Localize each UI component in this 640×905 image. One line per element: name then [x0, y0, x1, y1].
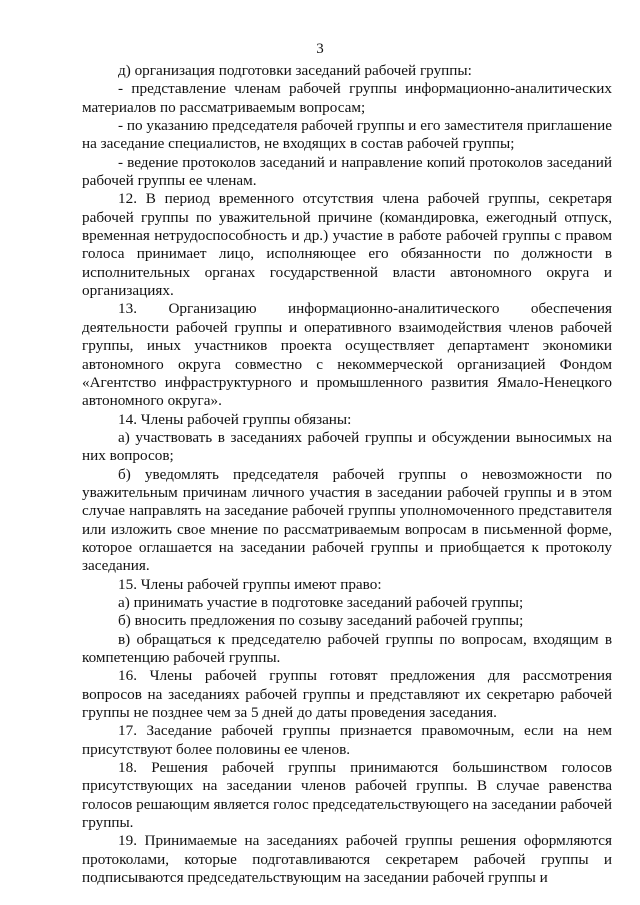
paragraph: - ведение протоколов заседаний и направление копий протоколов заседаний рабочей группы ее членам. — [82, 153, 612, 190]
paragraph: - по указанию председателя рабочей группы и его заместителя приглашение на заседание специалистов, не входящих в состав рабочей группы; — [82, 117, 612, 153]
page-number: 3 — [316, 41, 324, 57]
paragraph: - представление членам рабочей группы информационно-аналитических материалов по рассматриваемым вопросам; — [82, 80, 612, 116]
paragraph: 14. Члены рабочей группы обязаны: — [118, 410, 352, 428]
paragraph: 19. Принимаемые на заседаниях рабочей группы решения оформляются протоколами, которые подготавливаются секретарем рабочей группы и подписываются председательствующим на заседании рабочей группы и — [82, 832, 612, 887]
paragraph: 16. Члены рабочей группы готовят предложения для рассмотрения вопросов на заседаниях рабочей группы и представляют их секретарю рабочей группы не позднее чем за 5 дней до даты проведения заседания. — [82, 667, 612, 722]
paragraph: 15. Члены рабочей группы имеют право: — [118, 575, 382, 593]
paragraph: 13. Организацию информационно-аналитического обеспечения деятельности рабочей группы и оперативного взаимодействия членов рабочей группы, иных участников проекта осуществляет департамент экономики автономного округа совместно с некоммерческой организацией Фондом «Агентство инфраструктурного и промышленного развития Ямало-Ненецкого автономного округа». — [82, 300, 612, 410]
paragraph: а) принимать участие в подготовке заседаний рабочей группы; — [118, 593, 524, 611]
document-body — [82, 62, 612, 887]
paragraph: 17. Заседание рабочей группы признается правомочным, если на нем присутствуют более половины ее членов. — [82, 722, 612, 758]
paragraph: б) уведомлять председателя рабочей группы о невозможности по уважительным причинам личного участия в заседании рабочей группы и в этом случае направлять на заседание рабочей группы уполномоченного представителя или изложить свое мнение по рассматриваемым вопросам в письменной форме, которое оглашается на заседании рабочей группы и приобщается к протоколу заседания. — [82, 465, 612, 575]
paragraph: б) вносить предложения по созыву заседаний рабочей группы; — [118, 612, 524, 630]
paragraph: а) участвовать в заседаниях рабочей группы и обсуждении выносимых на них вопросов; — [82, 428, 612, 465]
paragraph: 12. В период временного отсутствия члена рабочей группы, секретаря рабочей группы по уважительной причине (командировка, ежегодный отпуск, временная нетрудоспособность и др.) участие в работе рабочей группы с правом голоса принимает лицо, исполняющее его обязанности по должности в исполнительных органах государственной власти автономного округа и организациях. — [82, 190, 612, 300]
paragraph: д) организация подготовки заседаний рабочей группы: — [118, 62, 472, 79]
paragraph: 18. Решения рабочей группы принимаются большинством голосов присутствующих на заседании членов рабочей группы. В случае равенства голосов решающим является голос председательствующего на заседании рабочей группы. — [82, 759, 612, 832]
paragraph: в) обращаться к председателю рабочей группы по вопросам, входящим в компетенцию рабочей группы. — [82, 630, 612, 666]
